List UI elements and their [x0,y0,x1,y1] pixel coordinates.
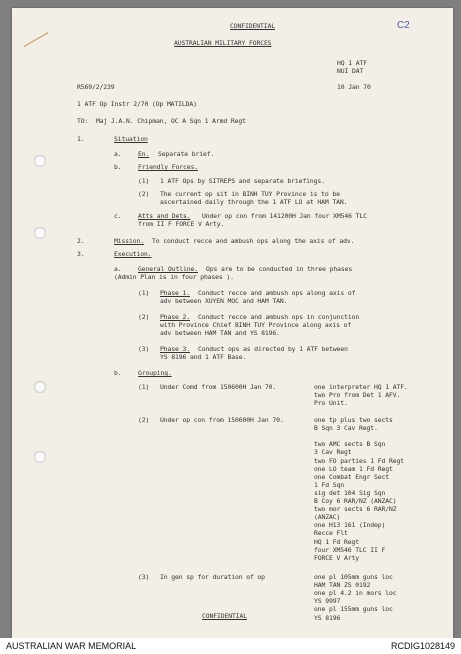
item-number: (2) [138,190,150,198]
grouping-detail: HAM TAN ZS 0192 [314,581,371,590]
grouping-detail: 3 Cav Regt [314,448,352,457]
sub-title: Atts and Dets. [138,212,191,220]
sub-title: En. [138,150,150,158]
document-page [12,8,453,638]
item-number: (1) [138,177,150,185]
punch-hole [34,155,46,167]
phase-title: Phase 2. [160,313,190,321]
grouping-detail: one tp plus two sects [314,416,393,424]
sub-title: Grouping. [138,369,172,377]
paragraph-text: from II F FORCE V Arty. [138,220,225,228]
grouping-detail: B Coy 6 RAR/NZ (ANZAC) [314,497,397,505]
grouping-detail: two AMC sects B Sqn [314,440,386,449]
grouping-detail: Recce Flt [314,529,348,538]
reference-number: R569/2/239 [77,83,115,91]
paragraph-text: Separate brief. [158,150,215,158]
grouping-detail: 1 Fd Sqn [314,480,344,489]
paragraph-text: YS 8196 and 1 ATF Base. [160,353,247,361]
corner-mark: C2 [397,20,410,31]
grouping-detail: one LO team 1 Fd Regt [314,464,393,473]
paragraph-text: The current op sit in BINH TUY Province is to be [160,190,340,198]
section-title: Situation [114,135,148,143]
instruction-title: 1 ATF Op Instr 2/70 (Op MATILDA) [77,100,197,108]
grouping-detail: one Combat Engr Sect [314,472,389,481]
archive-reference: RCDIG1028149 [390,641,455,651]
grouping-detail: YS 9997 [314,597,341,606]
grouping-detail: B Sqn 3 Cav Regt. [314,424,378,433]
sub-letter: a. [114,265,122,273]
grouping-detail: four XM546 TLC II F [314,545,386,554]
sub-letter: c. [114,212,122,220]
paragraph-text: adv between HAM TAN and YS 8196. [160,329,280,337]
section-number: 2. [77,237,85,245]
paragraph-text: 1 ATF Ops by SITREPS and separate briefings. [160,177,325,185]
grouping-text: Under Comd from 150600H Jan 70. [160,383,277,391]
grouping-detail: sig det 104 Sig Sqn [314,488,386,497]
punch-hole [34,227,46,239]
grouping-detail: (ANZAC) [314,513,341,522]
item-number: (1) [138,289,150,297]
punch-hole [34,451,46,463]
grouping-detail: YS 8196 [314,613,341,622]
phase-title: Phase 3. [160,345,190,353]
sub-title: General Outline. [138,265,198,273]
grouping-detail: one pl 105mm guns loc [314,573,393,581]
section-number: 1. [77,135,85,143]
section-number: 3. [77,250,85,258]
grouping-detail: two mor sects 6 RAR/NZ [314,505,397,514]
archive-footer [0,638,461,654]
hq-line2: NUI DAT [337,67,364,75]
grouping-detail: two Pro from Det 1 AFV. [314,391,401,399]
grouping-detail: one pl 155mm guns loc [314,605,393,614]
item-number: (1) [138,383,150,391]
paragraph-text: To conduct recce and ambush ops along the axis of adv. [152,237,355,245]
sub-letter: b. [114,369,122,377]
grouping-detail: two FO parties 1 Fd Regt [314,456,404,465]
paragraph-text: Under op con from 141200H Jan four XM546 TLC [202,212,367,220]
item-number: (2) [138,416,150,424]
grouping-detail: HQ 1 Fd Regt [314,537,359,546]
document-date: 10 Jan 70 [337,83,371,91]
paragraph-text: adv between XUYEN MOC and HAM TAN. [160,297,288,305]
organisation-heading: AUSTRALIAN MILITARY FORCES [174,39,272,47]
paragraph-text: with Province Chief BINH TUY Province along axis of [160,321,352,329]
paragraph-text: Conduct recce and ambush ops in conjunction [198,313,360,321]
grouping-detail: Pro Unit. [314,399,348,407]
grouping-detail: one interpreter HQ 1 ATF. [314,383,408,391]
paragraph-text: Conduct recce and ambush ops along axis of [198,289,356,297]
section-title: Execution. [114,250,152,258]
grouping-detail: one H13 161 (Indep) [314,521,386,530]
paragraph-text: ascertained daily through the 1 ATF LO at HAM TAN. [160,198,348,206]
paragraph-text: Conduct ops as directed by 1 ATF between [198,345,348,353]
punch-hole [34,381,46,393]
grouping-detail: one pl 4.2 in mors loc [314,589,397,598]
paragraph-text: (Admin Plan is in four phases ). [114,273,234,281]
to-label: TO: [77,117,89,125]
sub-letter: b. [114,163,122,171]
paragraph-text: Ops are to be conducted in three phases [206,265,353,273]
item-number: (3) [138,573,150,581]
classification-top: CONFIDENTIAL [230,22,275,30]
classification-bottom: CONFIDENTIAL [202,612,247,620]
hq-line1: HQ 1 ATF [337,59,367,67]
sub-title: Friendly Forces. [138,163,198,171]
archive-name: AUSTRALIAN WAR MEMORIAL [6,641,137,651]
item-number: (2) [138,313,150,321]
grouping-text: In gen sp for duration of op [160,573,265,581]
item-number: (3) [138,345,150,353]
phase-title: Phase 1. [160,289,190,297]
grouping-text: Under op con from 150600H Jan 70. [160,416,284,424]
pencil-mark [24,32,49,47]
to-value: Maj J.A.N. Chipman, OC A Sqn 1 Armd Regt [96,117,246,125]
grouping-detail: FORCE V Arty [314,553,359,562]
section-title: Mission. [114,237,144,245]
sub-letter: a. [114,150,122,158]
